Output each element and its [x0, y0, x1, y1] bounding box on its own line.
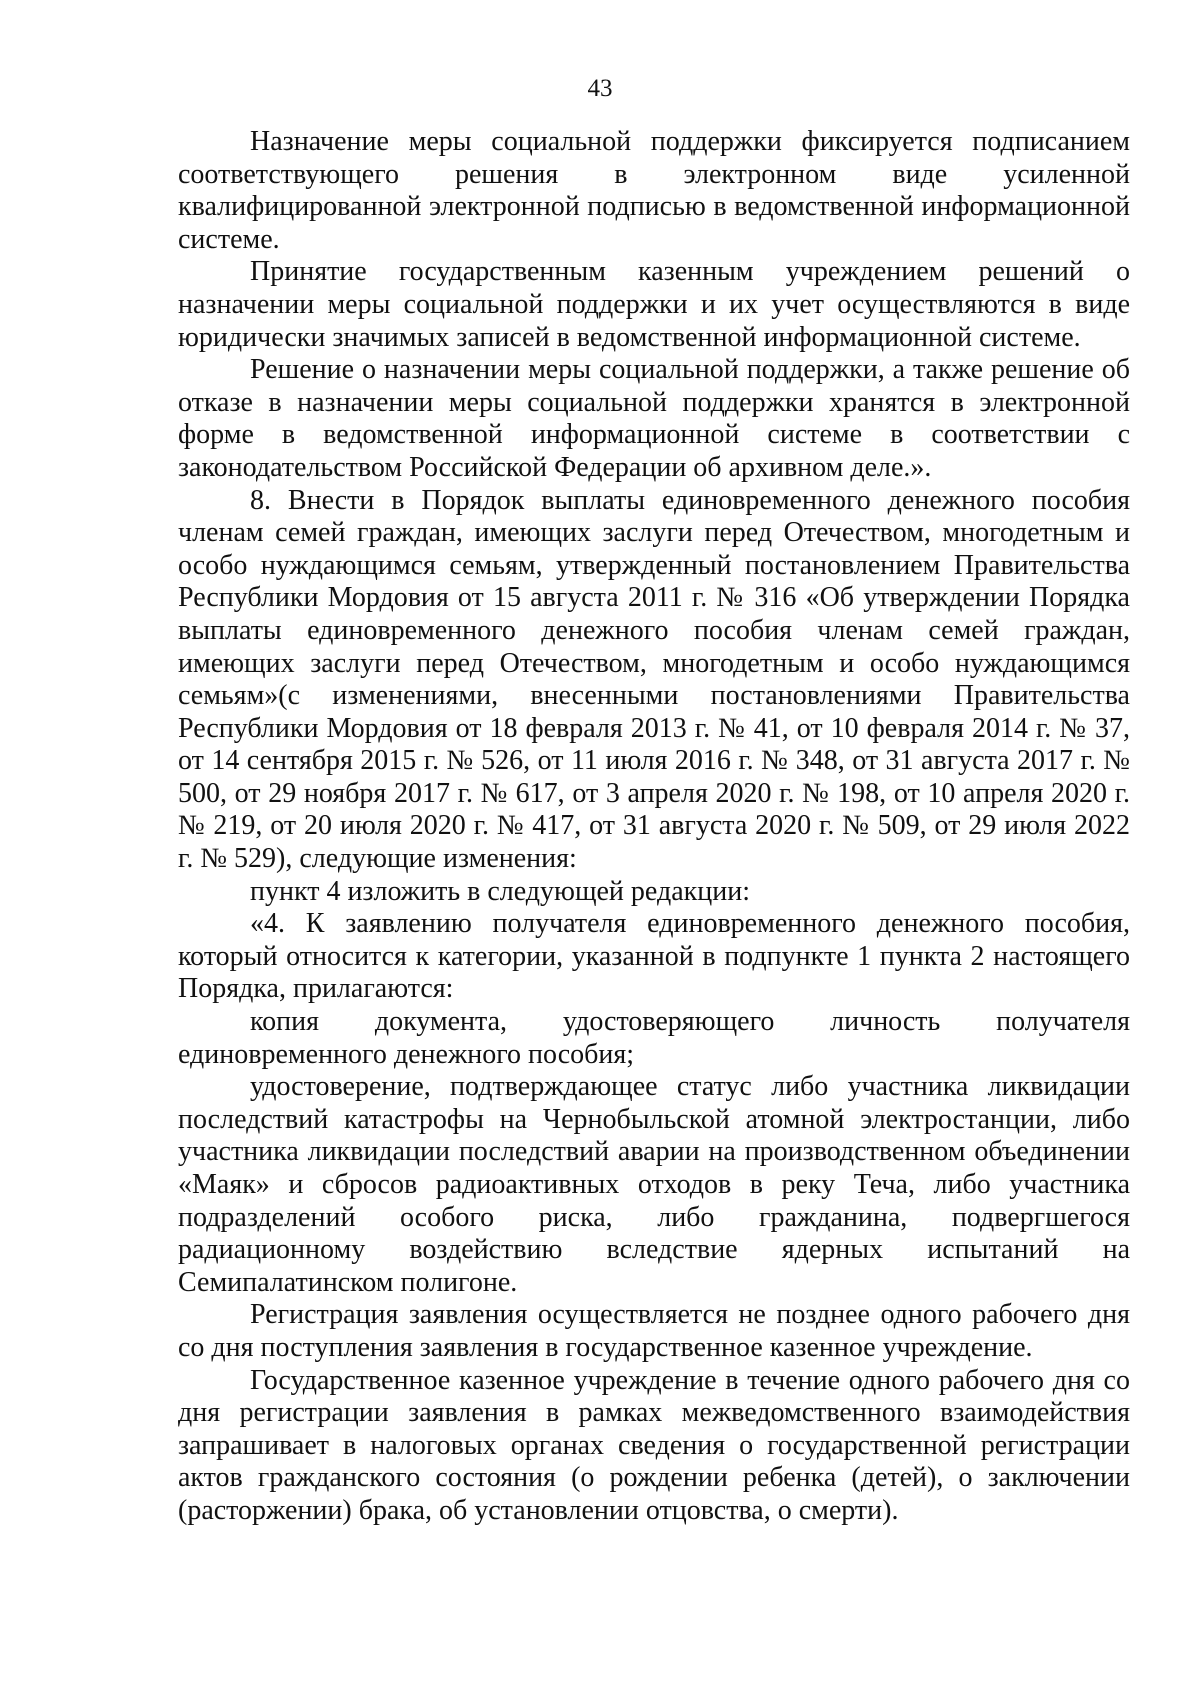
paragraph-10: Государственное казенное учреждение в течение одного рабочего дня со дня регистрации заявления в рамках межведомственного взаимодействия запрашивает в налоговых органах сведения о государственной регистрации актов гражданского состояния (о рождении ребенка (детей), о заключении (расторжении) брака, об установлении отцовства, о смерти). [178, 1364, 1130, 1526]
paragraph-8: удостоверение, подтверждающее статус либо участника ликвидации последствий катастрофы на Чернобыльской атомной электростанции, либо участника ликвидации последствий аварии на производственном объединении «Маяк» и сбросов радиоактивных отходов в реку Теча, либо участника подразделений особого риска, либо гражданина, подвергшегося радиационному воздействию вследствие ядерных испытаний на Семипалатинском полигоне. [178, 1071, 1130, 1298]
paragraph-1: Назначение меры социальной поддержки фиксируется подписанием соответствующего решения в электронном виде усиленной квалифицированной электронной подписью в ведомственной информационной системе. [178, 126, 1130, 255]
paragraph-6: «4. К заявлению получателя единовременного денежного пособия, который относится к категории, указанной в подпункте 1 пункта 2 настоящего Порядка, прилагаются: [178, 908, 1130, 1005]
document-body [178, 126, 1130, 1528]
page-number: 43 [587, 75, 613, 102]
paragraph-2: Принятие государственным казенным учреждением решений о назначении меры социальной поддержки и их учет осуществляются в виде юридически значимых записей в ведомственной информационной системе. [178, 256, 1130, 353]
paragraph-9: Регистрация заявления осуществляется не позднее одного рабочего дня со дня поступления заявления в государственное казенное учреждение. [178, 1299, 1130, 1363]
paragraph-7: копия документа, удостоверяющего личность получателя единовременного денежного пособия; [178, 1006, 1130, 1070]
paragraph-4: 8. Внести в Порядок выплаты единовременного денежного пособия членам семей граждан, имеющих заслуги перед Отечеством, многодетным и особо нуждающимся семьям, утвержденный постановлением Правительства Республики Мордовия от 15 августа 2011 г. № 316 «Об утверждении Порядка выплаты единовременного денежного пособия членам семей граждан, имеющих заслуги перед Отечеством, многодетным и особо нуждающимся семьям»(с изменениями, внесенными постановлениями Правительства Республики Мордовия от 18 февраля 2013 г. № 41, от 10 февраля 2014 г. № 37, от 14 сентября 2015 г. № 526, от 11 июля 2016 г. № 348, от 31 августа 2017 г. № 500, от 29 ноября 2017 г. № 617, от 3 апреля 2020 г. № 198, от 10 апреля 2020 г. № 219, от 20 июля 2020 г. № 417, от 31 августа 2020 г. № 509, от 29 июля 2022 г. № 529), следующие изменения: [178, 484, 1130, 875]
paragraph-3: Решение о назначении меры социальной поддержки, а также решение об отказе в назначении меры социальной поддержки хранятся в электронной форме в ведомственной информационной системе в соответствии с законодательством Российской Федерации об архивном деле.». [178, 354, 1130, 483]
paragraph-5: пункт 4 изложить в следующей редакции: [250, 875, 750, 907]
